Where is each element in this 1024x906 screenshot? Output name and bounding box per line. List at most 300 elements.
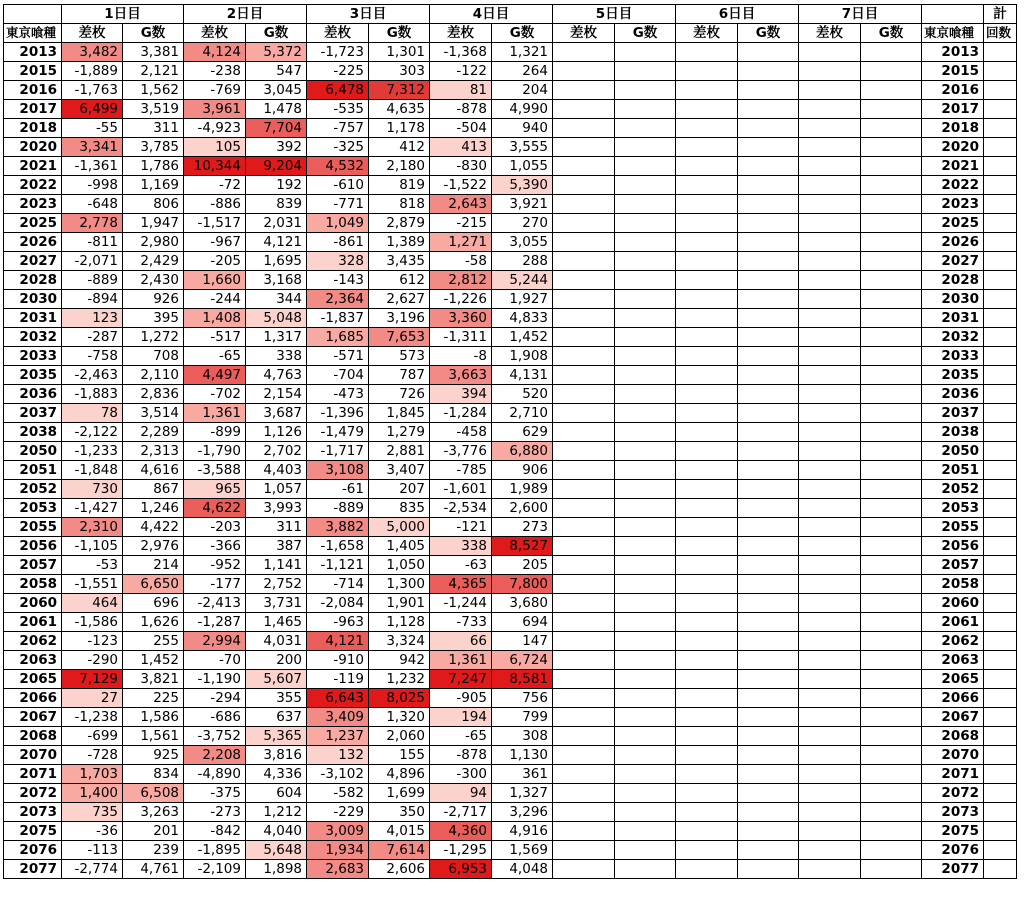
games-cell: 3,196 — [369, 309, 430, 328]
games-cell: 942 — [369, 651, 430, 670]
table-row — [4, 708, 1017, 727]
diff-cell: -2,122 — [62, 423, 123, 442]
games-cell-empty — [738, 499, 799, 518]
games-cell: 2,313 — [123, 442, 184, 461]
games-cell: 155 — [369, 746, 430, 765]
machine-number: 2035 — [4, 366, 62, 385]
games-cell-empty — [861, 290, 922, 309]
machine-number-right: 2016 — [922, 81, 984, 100]
count-cell — [984, 347, 1017, 366]
diff-cell: -4,890 — [184, 765, 246, 784]
diff-cell-empty — [553, 347, 615, 366]
day-header: 4日目 — [430, 5, 553, 24]
diff-cell: -704 — [307, 366, 369, 385]
games-cell-empty — [615, 746, 676, 765]
machine-number: 2022 — [4, 176, 62, 195]
diff-cell: 2,812 — [430, 271, 492, 290]
machine-number-right: 2077 — [922, 860, 984, 879]
corner-cell — [4, 5, 62, 24]
diff-cell: -889 — [62, 271, 123, 290]
diff-cell-empty — [676, 518, 738, 537]
games-cell: 1,130 — [492, 746, 553, 765]
diff-cell: 6,499 — [62, 100, 123, 119]
games-cell: 5,607 — [246, 670, 307, 689]
diff-cell-empty — [799, 43, 861, 62]
diff-cell-empty — [799, 271, 861, 290]
games-cell: 1,695 — [246, 252, 307, 271]
games-cell-empty — [861, 271, 922, 290]
diff-cell: -1,295 — [430, 841, 492, 860]
games-cell-empty — [738, 404, 799, 423]
diff-cell: 4,360 — [430, 822, 492, 841]
diff-cell-empty — [799, 461, 861, 480]
diff-cell-empty — [553, 727, 615, 746]
machine-number-right: 2018 — [922, 119, 984, 138]
games-cell: 7,800 — [492, 575, 553, 594]
games-header: G数 — [615, 24, 676, 43]
machine-number-right: 2076 — [922, 841, 984, 860]
machine-number-right: 2070 — [922, 746, 984, 765]
diff-cell-empty — [799, 423, 861, 442]
games-cell-empty — [615, 575, 676, 594]
diff-cell: 1,934 — [307, 841, 369, 860]
table-row — [4, 214, 1017, 233]
diff-cell-empty — [799, 518, 861, 537]
games-cell-empty — [738, 556, 799, 575]
games-cell: 1,178 — [369, 119, 430, 138]
diff-cell: -714 — [307, 575, 369, 594]
games-cell-empty — [615, 233, 676, 252]
table-row — [4, 176, 1017, 195]
games-cell-empty — [738, 328, 799, 347]
games-header: G数 — [738, 24, 799, 43]
games-cell: 2,154 — [246, 385, 307, 404]
count-cell — [984, 328, 1017, 347]
games-cell: 925 — [123, 746, 184, 765]
diff-cell: 2,643 — [430, 195, 492, 214]
games-cell: 3,816 — [246, 746, 307, 765]
games-cell: 6,724 — [492, 651, 553, 670]
diff-cell: -963 — [307, 613, 369, 632]
table-row — [4, 404, 1017, 423]
diff-cell-empty — [676, 176, 738, 195]
diff-cell-empty — [676, 252, 738, 271]
games-cell-empty — [861, 195, 922, 214]
games-cell: 3,731 — [246, 594, 307, 613]
games-cell-empty — [738, 138, 799, 157]
games-cell-empty — [861, 651, 922, 670]
diff-cell: 3,663 — [430, 366, 492, 385]
diff-cell-empty — [676, 556, 738, 575]
diff-cell-empty — [676, 100, 738, 119]
table-row — [4, 727, 1017, 746]
games-cell-empty — [861, 461, 922, 480]
diff-cell: -2,109 — [184, 860, 246, 879]
games-cell-empty — [738, 62, 799, 81]
table-row — [4, 100, 1017, 119]
diff-cell: -861 — [307, 233, 369, 252]
games-cell-empty — [738, 765, 799, 784]
diff-cell-empty — [799, 765, 861, 784]
diff-cell-empty — [553, 157, 615, 176]
games-cell: 818 — [369, 195, 430, 214]
diff-cell-empty — [799, 594, 861, 613]
table-row — [4, 81, 1017, 100]
games-cell-empty — [738, 575, 799, 594]
diff-cell: -205 — [184, 252, 246, 271]
diff-header: 差枚 — [799, 24, 861, 43]
games-cell: 3,407 — [369, 461, 430, 480]
table-row — [4, 138, 1017, 157]
games-cell-empty — [615, 138, 676, 157]
diff-cell: -1,233 — [62, 442, 123, 461]
games-cell: 239 — [123, 841, 184, 860]
diff-cell-empty — [553, 309, 615, 328]
machine-number: 2028 — [4, 271, 62, 290]
machine-number: 2037 — [4, 404, 62, 423]
diff-cell: -123 — [62, 632, 123, 651]
diff-cell: -366 — [184, 537, 246, 556]
table-row — [4, 860, 1017, 879]
games-cell: 1,569 — [492, 841, 553, 860]
diff-cell-empty — [799, 404, 861, 423]
games-cell: 6,508 — [123, 784, 184, 803]
games-cell: 2,110 — [123, 366, 184, 385]
diff-cell-empty — [799, 727, 861, 746]
games-cell: 2,752 — [246, 575, 307, 594]
games-cell-empty — [615, 43, 676, 62]
games-cell-empty — [738, 860, 799, 879]
diff-cell: -905 — [430, 689, 492, 708]
diff-cell: 6,643 — [307, 689, 369, 708]
machine-number: 2075 — [4, 822, 62, 841]
machine-number: 2072 — [4, 784, 62, 803]
games-cell: 1,126 — [246, 423, 307, 442]
games-cell-empty — [615, 442, 676, 461]
games-cell-empty — [738, 670, 799, 689]
diff-cell: -36 — [62, 822, 123, 841]
table-row — [4, 632, 1017, 651]
games-cell: 806 — [123, 195, 184, 214]
diff-cell: 1,237 — [307, 727, 369, 746]
diff-cell: -1,479 — [307, 423, 369, 442]
games-cell-empty — [861, 366, 922, 385]
games-cell-empty — [861, 214, 922, 233]
diff-cell-empty — [799, 157, 861, 176]
diff-cell-empty — [676, 271, 738, 290]
diff-cell: 965 — [184, 480, 246, 499]
games-cell: 604 — [246, 784, 307, 803]
diff-cell: -842 — [184, 822, 246, 841]
games-cell: 696 — [123, 594, 184, 613]
games-cell: 906 — [492, 461, 553, 480]
diff-cell-empty — [553, 784, 615, 803]
diff-cell: -1,244 — [430, 594, 492, 613]
games-cell: 1,898 — [246, 860, 307, 879]
games-cell-empty — [861, 100, 922, 119]
diff-cell: -702 — [184, 385, 246, 404]
machine-number: 2076 — [4, 841, 62, 860]
games-cell-empty — [615, 404, 676, 423]
machine-number: 2053 — [4, 499, 62, 518]
diff-cell: 2,683 — [307, 860, 369, 879]
games-cell-empty — [615, 480, 676, 499]
games-cell: 303 — [369, 62, 430, 81]
games-cell-empty — [615, 537, 676, 556]
day-header: 6日目 — [676, 5, 799, 24]
games-cell-empty — [738, 480, 799, 499]
diff-cell-empty — [799, 480, 861, 499]
machine-number: 2015 — [4, 62, 62, 81]
diff-cell: -61 — [307, 480, 369, 499]
games-cell-empty — [615, 518, 676, 537]
diff-cell-empty — [799, 214, 861, 233]
diff-header: 差枚 — [676, 24, 738, 43]
machine-number: 2023 — [4, 195, 62, 214]
games-cell: 4,616 — [123, 461, 184, 480]
diff-cell: 338 — [430, 537, 492, 556]
diff-cell: -2,413 — [184, 594, 246, 613]
diff-cell: 132 — [307, 746, 369, 765]
diff-cell: -878 — [430, 100, 492, 119]
games-cell: 5,365 — [246, 727, 307, 746]
count-cell — [984, 214, 1017, 233]
games-cell-empty — [615, 461, 676, 480]
games-cell-empty — [738, 841, 799, 860]
count-cell — [984, 195, 1017, 214]
diff-cell: -998 — [62, 176, 123, 195]
diff-cell-empty — [676, 138, 738, 157]
diff-cell-empty — [799, 176, 861, 195]
diff-cell-empty — [676, 480, 738, 499]
games-cell: 787 — [369, 366, 430, 385]
table-row — [4, 689, 1017, 708]
table-row — [4, 271, 1017, 290]
diff-cell-empty — [553, 271, 615, 290]
diff-cell: -699 — [62, 727, 123, 746]
games-cell: 4,990 — [492, 100, 553, 119]
games-cell: 1,901 — [369, 594, 430, 613]
games-cell: 395 — [123, 309, 184, 328]
games-cell-empty — [738, 252, 799, 271]
games-cell: 2,031 — [246, 214, 307, 233]
diff-cell: -1,763 — [62, 81, 123, 100]
games-cell-empty — [615, 860, 676, 879]
games-cell: 3,055 — [492, 233, 553, 252]
diff-cell: -535 — [307, 100, 369, 119]
diff-cell: -757 — [307, 119, 369, 138]
games-cell-empty — [861, 822, 922, 841]
games-cell-empty — [738, 81, 799, 100]
diff-cell: -811 — [62, 233, 123, 252]
table-row — [4, 803, 1017, 822]
diff-cell-empty — [799, 803, 861, 822]
diff-cell: -238 — [184, 62, 246, 81]
machine-number: 2073 — [4, 803, 62, 822]
diff-cell-empty — [553, 708, 615, 727]
diff-cell: 730 — [62, 480, 123, 499]
count-cell — [984, 62, 1017, 81]
machine-number: 2070 — [4, 746, 62, 765]
games-cell: 8,025 — [369, 689, 430, 708]
count-cell — [984, 575, 1017, 594]
count-cell — [984, 404, 1017, 423]
diff-cell: -2,717 — [430, 803, 492, 822]
diff-cell-empty — [799, 651, 861, 670]
games-cell: 1,626 — [123, 613, 184, 632]
diff-cell: -65 — [430, 727, 492, 746]
diff-cell: -771 — [307, 195, 369, 214]
games-cell-empty — [861, 708, 922, 727]
diff-cell-empty — [676, 651, 738, 670]
games-cell-empty — [615, 271, 676, 290]
games-cell: 338 — [246, 347, 307, 366]
games-cell-empty — [861, 404, 922, 423]
games-cell: 694 — [492, 613, 553, 632]
diff-cell: -517 — [184, 328, 246, 347]
diff-cell: -610 — [307, 176, 369, 195]
games-cell-empty — [738, 366, 799, 385]
diff-cell-empty — [553, 499, 615, 518]
machine-number-right: 2021 — [922, 157, 984, 176]
diff-cell: -3,776 — [430, 442, 492, 461]
diff-cell-empty — [676, 613, 738, 632]
machine-number: 2030 — [4, 290, 62, 309]
diff-cell-empty — [676, 784, 738, 803]
diff-cell: -899 — [184, 423, 246, 442]
diff-cell: -1,121 — [307, 556, 369, 575]
games-cell-empty — [861, 385, 922, 404]
games-cell: 1,947 — [123, 214, 184, 233]
diff-cell: -290 — [62, 651, 123, 670]
diff-cell-empty — [676, 537, 738, 556]
diff-cell-empty — [799, 689, 861, 708]
diff-cell-empty — [553, 328, 615, 347]
games-cell-empty — [615, 670, 676, 689]
games-cell: 3,263 — [123, 803, 184, 822]
machine-label: 東京喰種 — [4, 24, 62, 43]
games-cell: 4,763 — [246, 366, 307, 385]
games-cell: 3,785 — [123, 138, 184, 157]
diff-cell: 328 — [307, 252, 369, 271]
games-cell: 3,555 — [492, 138, 553, 157]
diff-cell-empty — [676, 233, 738, 252]
count-cell — [984, 499, 1017, 518]
count-cell — [984, 784, 1017, 803]
count-cell — [984, 670, 1017, 689]
diff-cell-empty — [799, 195, 861, 214]
games-cell-empty — [615, 100, 676, 119]
games-cell: 214 — [123, 556, 184, 575]
machine-number: 2055 — [4, 518, 62, 537]
diff-header: 差枚 — [184, 24, 246, 43]
games-cell: 1,128 — [369, 613, 430, 632]
games-cell-empty — [738, 43, 799, 62]
machine-number: 2068 — [4, 727, 62, 746]
games-cell-empty — [861, 252, 922, 271]
games-cell-empty — [615, 784, 676, 803]
machine-number: 2036 — [4, 385, 62, 404]
diff-cell: -733 — [430, 613, 492, 632]
machine-number-right: 2025 — [922, 214, 984, 233]
games-cell: 355 — [246, 689, 307, 708]
diff-cell: 394 — [430, 385, 492, 404]
games-cell: 225 — [123, 689, 184, 708]
diff-cell-empty — [676, 157, 738, 176]
diff-header: 差枚 — [62, 24, 123, 43]
diff-cell: 4,365 — [430, 575, 492, 594]
games-cell-empty — [615, 119, 676, 138]
games-cell: 4,031 — [246, 632, 307, 651]
diff-cell: -1,284 — [430, 404, 492, 423]
count-cell — [984, 43, 1017, 62]
games-cell-empty — [738, 385, 799, 404]
games-cell: 3,168 — [246, 271, 307, 290]
table-row — [4, 746, 1017, 765]
machine-number: 2033 — [4, 347, 62, 366]
games-cell: 5,390 — [492, 176, 553, 195]
games-cell: 2,836 — [123, 385, 184, 404]
diff-cell-empty — [553, 822, 615, 841]
diff-cell-empty — [676, 461, 738, 480]
diff-cell: -58 — [430, 252, 492, 271]
games-cell: 4,896 — [369, 765, 430, 784]
games-cell-empty — [861, 575, 922, 594]
games-cell: 387 — [246, 537, 307, 556]
diff-cell: -1,895 — [184, 841, 246, 860]
diff-cell: -287 — [62, 328, 123, 347]
diff-cell: -1,517 — [184, 214, 246, 233]
games-cell-empty — [615, 423, 676, 442]
count-cell — [984, 841, 1017, 860]
machine-number-right: 2028 — [922, 271, 984, 290]
machine-number: 2026 — [4, 233, 62, 252]
diff-cell: -1,601 — [430, 480, 492, 499]
games-cell: 8,527 — [492, 537, 553, 556]
games-cell: 1,452 — [492, 328, 553, 347]
games-cell-empty — [738, 176, 799, 195]
games-cell: 361 — [492, 765, 553, 784]
games-cell: 288 — [492, 252, 553, 271]
games-cell: 192 — [246, 176, 307, 195]
games-cell: 756 — [492, 689, 553, 708]
diff-cell-empty — [676, 423, 738, 442]
table-row — [4, 366, 1017, 385]
games-cell: 4,048 — [492, 860, 553, 879]
diff-cell: 94 — [430, 784, 492, 803]
diff-cell: -1,790 — [184, 442, 246, 461]
diff-cell: 464 — [62, 594, 123, 613]
diff-cell: 3,108 — [307, 461, 369, 480]
games-cell-empty — [861, 556, 922, 575]
table-row — [4, 461, 1017, 480]
diff-cell: -225 — [307, 62, 369, 81]
games-cell: 4,403 — [246, 461, 307, 480]
count-cell — [984, 613, 1017, 632]
games-header: G数 — [246, 24, 307, 43]
games-cell-empty — [861, 81, 922, 100]
diff-cell-empty — [676, 366, 738, 385]
count-cell — [984, 252, 1017, 271]
diff-cell-empty — [553, 385, 615, 404]
machine-number-right: 2061 — [922, 613, 984, 632]
games-cell: 1,845 — [369, 404, 430, 423]
diff-cell-empty — [676, 404, 738, 423]
table-row — [4, 328, 1017, 347]
diff-cell-empty — [676, 841, 738, 860]
diff-cell-empty — [799, 822, 861, 841]
diff-cell: -119 — [307, 670, 369, 689]
